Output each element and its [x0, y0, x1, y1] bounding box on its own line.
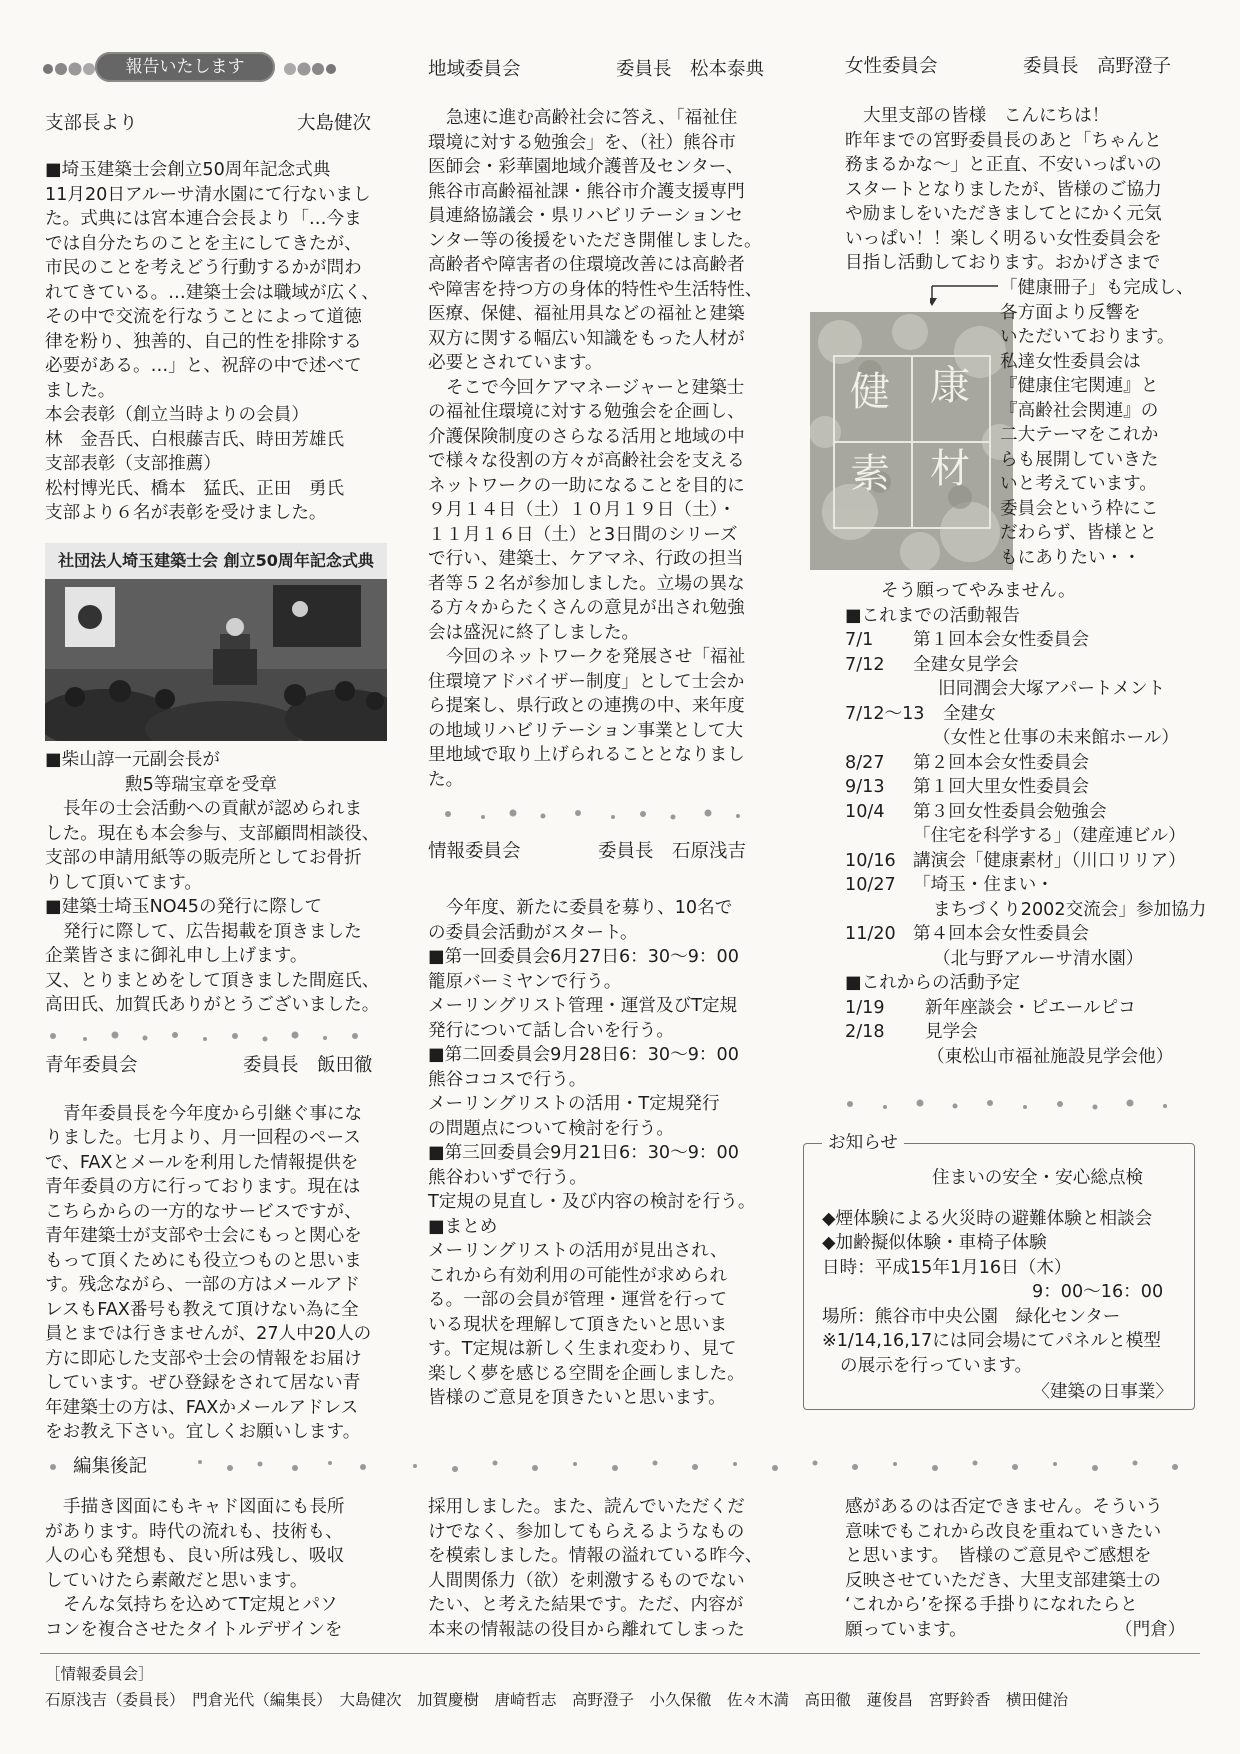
text-line: ■まとめ: [428, 1216, 498, 1237]
notice-content: [822, 1166, 1187, 1405]
text-line: 熊谷ココスで行う。: [428, 1069, 587, 1090]
text-line: 熊谷わいずで行う。: [428, 1167, 587, 1188]
activity-row: [845, 947, 1205, 972]
text-line: 年建築士の方は、FAXかメールアドレス: [45, 1397, 359, 1418]
text-line: ら提案し、県行政との連携の中、来年度: [428, 696, 745, 716]
activity-row: [845, 726, 1205, 751]
section-title: 地域委員会: [428, 59, 521, 80]
dotted-divider: [845, 1094, 1185, 1114]
text-line: ました。: [45, 380, 116, 401]
activity-date: 8/27: [845, 752, 885, 773]
text-line: た。: [428, 769, 464, 790]
chair-name: 委員長 石原浅吉: [598, 841, 747, 862]
badge-left-dots: [40, 50, 100, 86]
info-committee-body: [428, 896, 773, 1411]
text-line: もって頂くためにも役立つものと思いま: [45, 1250, 362, 1271]
text-line: 環境に対する勉強会」を、（社）熊谷市: [428, 132, 736, 153]
author-name: 大島健次: [297, 113, 372, 134]
text-line: けでなく、参加してもらえるようなもの: [428, 1521, 745, 1542]
activity-row: [845, 702, 1205, 727]
activity-text: 第２回本会女性委員会: [913, 752, 1089, 773]
activity-row: [845, 898, 1205, 923]
text-line: 今回のネットワークを発展させ「福祉: [446, 647, 746, 667]
activity-row: [845, 751, 1205, 776]
regional-committee-heading: [428, 58, 773, 84]
activity-plan-heading: ■これからの活動予定: [845, 973, 1020, 993]
photo-banner: 社団法人埼玉建築士会 創立50周年記念式典: [45, 543, 387, 579]
activity-row: [845, 824, 1205, 849]
text-line: ンター等の後援をいただき開催しました。: [428, 230, 762, 251]
postscript-col-3: [845, 1495, 1205, 1642]
text-line: を模索しました。情報の溢れている昨今、: [428, 1546, 763, 1566]
text-line: 者等５２名が参加しました。立場の異な: [428, 573, 745, 594]
text-line: ９月１４日（土）１０月１９日（土）・: [428, 500, 736, 520]
column-2: [428, 58, 773, 1411]
text-line: 昨年までの宮野委員長のあと「ちゃんと: [845, 130, 1162, 151]
activity-date: 7/1: [845, 630, 874, 650]
text-line: だわらず、皆様とと: [1000, 523, 1157, 543]
text-line: メーリングリスト管理・運営及びT定規: [428, 996, 738, 1016]
text-line: そこで今回ケアマネージャーと建築士: [446, 377, 745, 398]
text-line: T定規の見直し・及び内容の検討を行う。: [428, 1192, 756, 1212]
footer-label: ［情報委員会］: [45, 1665, 154, 1683]
text-line: した。現在も本会参与、支部顧問相談役、: [45, 823, 380, 844]
text-line: 今年度、新たに委員を募り、10名で: [446, 898, 733, 918]
text-line: 二大テーマをこれか: [1000, 425, 1159, 445]
activity-date: 10/16: [845, 850, 896, 871]
text-line: りして頂いてます。: [45, 872, 202, 893]
text-line: 支部の申請用紙等の販売所としてお骨折: [45, 848, 362, 868]
text-line: そう願ってやみません。: [881, 581, 1076, 601]
text-line: 必要がある。…」と、祝辞の中で述べて: [45, 356, 362, 376]
text-line: 会は盛況に終了しました。: [428, 622, 640, 643]
text-line: ‘これから’を探る手掛りになれたらと: [845, 1595, 1138, 1615]
text-line: 願っています。: [845, 1619, 967, 1640]
text-line: と思います。 皆様のご意見やご感想を: [845, 1546, 1152, 1566]
text-line: メーリングリストの活用が見出され、: [428, 1241, 728, 1261]
booklet-char: 素: [850, 451, 890, 497]
women-committee-heading: [845, 55, 1205, 81]
text-line: ネットワークの一助になることを目的に: [428, 475, 745, 496]
text-line: ■建築士埼玉NO45の発行に際して: [45, 897, 323, 917]
activity-text: （北与野アルーサ清水園）: [933, 948, 1144, 969]
text-line: そんな気持ちを込めてT定規とパソ: [63, 1595, 338, 1615]
text-line: る。一部の会員が管理・運営を行って: [428, 1290, 728, 1310]
text-line: スタートとなりましたが、皆様のご協力: [845, 179, 1162, 200]
activity-text: 第３回女性委員会勉強会: [913, 801, 1107, 822]
text-line: らも展開していきた: [1000, 449, 1159, 470]
text-line: 目指し活動しております。おかげさまで: [845, 253, 1161, 273]
plan-row: [845, 1020, 1205, 1045]
text-line: ■第二回委員会9月28日6：30～9：00: [428, 1045, 739, 1065]
dotted-divider: [45, 1026, 395, 1046]
text-line: 高田氏、加賀氏ありがとうございました。: [45, 995, 380, 1015]
section-title: 情報委員会: [428, 841, 521, 862]
text-line: [845, 1618, 1205, 1643]
report-badge: 報告いたします: [95, 52, 275, 82]
booklet-char: 康: [930, 363, 970, 409]
text-line: 双方に関する幅広い知識をもった人材が: [428, 328, 745, 349]
activity-text: 第１回大里女性委員会: [913, 777, 1089, 797]
section-title: 青年委員会: [45, 1054, 138, 1076]
text-line: 市民のことを考えどう行動するかが問わ: [45, 258, 362, 278]
postscript-col-2: [428, 1495, 773, 1642]
text-line: 務まるかな～」と正直、不安いっぱいの: [845, 155, 1162, 175]
text-line: 本来の情報誌の役目から離れてしまった: [428, 1619, 745, 1640]
activity-plan-list: [845, 996, 1205, 1070]
text-line: 律を粉り、独善的、自己的性を排除する: [45, 331, 362, 352]
badge-right-dots: [280, 50, 350, 86]
activity-date: 7/12: [845, 654, 885, 675]
text-line: こちらからの一方的なサービスですが、: [45, 1201, 362, 1222]
text-line: の展示を行っています。: [840, 1355, 1033, 1376]
text-line: 採用しました。また、読んでいただくだ: [428, 1497, 745, 1517]
text-line: 発行に際して、広告掲載を頂きました: [63, 921, 362, 942]
text-line: 意味でもこれから改良を重ねていきたい: [845, 1521, 1162, 1542]
notice-subtitle: 住まいの安全・安心総点検: [932, 1168, 1144, 1188]
activity-row: [845, 775, 1205, 800]
text-line: 又、とりまとめをして頂きました間庭氏、: [45, 970, 380, 991]
activity-date: 10/4: [845, 801, 885, 822]
text-line: ■埼玉建築士会創立50周年記念式典: [45, 160, 331, 180]
text-line: の委員会活動がスタート。: [428, 922, 638, 943]
text-line: や障害を持つ方の身体的特性や生活特性、: [428, 279, 763, 300]
women-committee-wrap-text: [1000, 276, 1205, 570]
activity-row: [845, 653, 1205, 678]
activity-text: 「住宅を科学する」（建産連ビル）: [913, 826, 1186, 846]
text-line: の福祉住環境に対する勉強会を企画し、: [428, 402, 745, 422]
health-booklet-cover: [810, 312, 1013, 570]
footer-members: 石原浅吉（委員長） 門倉光代（編集長） 大島健次 加賀慶樹 唐崎哲志 高野澄子 小久保徹 佐々木満 高田徹 蓮俊昌 宮野鈴香 横田健治: [45, 1691, 1069, 1709]
text-line: 支部表彰（支部推薦）: [45, 454, 221, 474]
text-line: レスもFAX番号も教えて頂けない為に全: [45, 1299, 359, 1320]
medal-notice: [45, 748, 395, 1018]
text-line: 9：00～16：00: [1032, 1282, 1164, 1302]
postscript-dots: [45, 1454, 1205, 1480]
activity-text: 「埼玉・住まい・: [913, 875, 1054, 895]
text-line: 里地域で取り上げられることとなりまし: [428, 745, 745, 765]
text-line: た。式典には宮本連合会長より「…今ま: [45, 209, 362, 229]
arrow-icon: [930, 278, 1000, 308]
activity-text: 全建女見学会: [913, 654, 1019, 675]
text-line: 方に即応した支部や士会の情報をお届け: [45, 1348, 362, 1369]
text-line: ◆煙体験による火災時の避難体験と相談会: [822, 1208, 1153, 1229]
activity-date: 7/12～13: [845, 703, 925, 724]
activity-text: （女性と仕事の未来館ホール）: [933, 728, 1179, 748]
plan-row: [845, 996, 1205, 1021]
text-line: 委員会という枠にこ: [1000, 498, 1159, 519]
text-line: 私達女性委員会は: [1000, 351, 1141, 372]
activity-row: [845, 873, 1205, 898]
text-line: 〈建築の日事業〉: [1032, 1382, 1173, 1402]
text-line: 青年委員の方に行っております。現在は: [45, 1177, 361, 1197]
activity-row: [845, 922, 1205, 947]
text-line: ※1/14,16,17には同会場にてパネルと模型: [822, 1331, 1161, 1351]
ceremony-photo-scene: [45, 579, 387, 741]
text-line: す。T定規は新しく生まれ変わり、見て: [428, 1339, 737, 1359]
text-line: ■第一回委員会6月27日6：30～9：00: [428, 947, 739, 967]
text-line: 『高齢社会関連』の: [1000, 400, 1159, 421]
plan-text: （東松山市福祉施設見学会他）: [927, 1046, 1174, 1067]
text-line: 皆様のご意見を頂きたいと思います。: [428, 1388, 726, 1408]
text-line: の地域リハビリテーション事業として大: [428, 720, 744, 741]
text-line: メーリングリストの活用・T定規発行: [428, 1094, 720, 1114]
text-line: 必要とされています。: [428, 353, 603, 373]
text-line: 企業皆さまに御礼申し上げます。: [45, 946, 308, 966]
activity-row: [845, 800, 1205, 825]
activity-row: [845, 628, 1205, 653]
activity-text: 旧同潤会大塚アパートメント: [938, 679, 1166, 699]
text-line: の問題点について検討を行う。: [428, 1118, 674, 1139]
text-line: で、FAXとメールを利用した情報提供を: [45, 1152, 359, 1173]
text-line: ■柴山諄一元副会長が: [45, 750, 220, 770]
text-line: す。残念ながら、一部の方はメールアド: [45, 1275, 360, 1295]
notice-title: お知らせ: [822, 1131, 904, 1156]
activity-text: 第１回本会女性委員会: [913, 630, 1089, 650]
text-line: 11月20日アルーサ清水園にて行ないまし: [45, 184, 371, 205]
text-line: 住環境アドバイザー制度」として士会か: [428, 671, 745, 692]
text-line: 員連絡協議会・県リハビリテーションセ: [428, 206, 744, 226]
text-line: る方々からたくさんの意見が出され勉強: [428, 598, 745, 618]
text-line: 籠原バーミヤンで行う。: [428, 971, 622, 992]
section-title: 支部長より: [45, 113, 138, 134]
activity-text: 第４回本会女性委員会: [913, 924, 1089, 944]
activity-date: 9/13: [845, 777, 885, 797]
text-line: 医師会・彩華園地域介護普及センター、: [428, 157, 744, 177]
activity-text: まちづくり2002交流会」参加協力: [933, 899, 1207, 920]
footer-rule: [40, 1653, 1200, 1654]
text-line: 手描き図面にもキャド図面にも長所: [63, 1497, 345, 1517]
text-line: ■第三回委員会9月21日6：30～9：00: [428, 1143, 739, 1163]
text-line: 医療、保健、福祉用具などの福祉と建築: [428, 304, 745, 324]
activity-date: 11/20: [845, 924, 896, 944]
booklet-char: 材: [930, 446, 970, 492]
text-line: や励ましをいただきましてとにかく元気: [845, 204, 1162, 224]
plan-date: 1/19: [845, 997, 885, 1018]
text-line: 林 金吾氏、白根藤吉氏、時田芳雄氏: [45, 429, 345, 450]
activity-report-list: [845, 628, 1205, 971]
text-line: １１月１６日（土）と3日間のシリーズ: [428, 524, 738, 545]
text-line: をお教え下さい。宜しくお願いします。: [45, 1422, 361, 1442]
text-line: 松村博光氏、橋本 猛氏、正田 勇氏: [45, 478, 345, 499]
activity-report-heading: ■これまでの活動報告: [845, 605, 1020, 626]
postscript-col-1: [45, 1495, 395, 1642]
activity-text: 全建女: [943, 703, 996, 724]
women-committee-intro: [845, 104, 1205, 276]
text-line: 熊谷市高齢福祉課・熊谷市介護支援専門: [428, 181, 745, 202]
youth-committee-body: [45, 1102, 395, 1445]
women-committee-activities: [845, 579, 1205, 1069]
text-line: いと考えています。: [1000, 474, 1157, 494]
regional-committee-body: [428, 106, 773, 792]
section-title: 女性委員会: [845, 56, 938, 77]
text-line: 支部より６名が表彰を受けました。: [45, 503, 327, 523]
chair-name: 委員長 松本泰典: [616, 59, 765, 80]
plan-date: 2/18: [845, 1022, 885, 1042]
text-line: 各方面より反響を: [1000, 302, 1141, 323]
text-line: があります。時代の流れも、技術も、: [45, 1521, 343, 1542]
plan-row: [845, 1045, 1205, 1070]
ceremony-photo: [45, 543, 387, 741]
booklet-texture: [810, 312, 1013, 570]
column-3: [845, 55, 1205, 81]
text-line: たい、と考えた結果です。ただ、内容が: [428, 1595, 744, 1615]
text-line: していけたら素敵だと思います。: [45, 1570, 308, 1591]
text-line: 大里支部の皆様 こんにちは！: [863, 106, 1110, 126]
text-line: しています。ぜひ登録をされて居ない青: [45, 1373, 361, 1393]
text-line: 「健康冊子」も完成し、: [1000, 278, 1194, 298]
text-line: で様々な役割の方々が高齢社会を支える: [428, 451, 745, 471]
text-line: 人間関係力（欲）を刺激するものでない: [428, 1570, 745, 1591]
report-badge-group: [40, 50, 340, 86]
editor-signature: （門倉）: [1115, 1619, 1186, 1640]
text-line: 員とまでは行きませんが、27人中20人の: [45, 1324, 372, 1344]
text-line: 長年の士会活動への貢献が認められま: [63, 799, 363, 819]
text-line: では自分たちのことを主にしてきたが、: [45, 233, 362, 254]
postscript-header: [45, 1454, 1205, 1480]
text-line: 感があるのは否定できません。そういう: [845, 1497, 1163, 1517]
text-line: 『健康住宅関連』と: [1000, 376, 1159, 396]
text-line: 楽しく夢を感じる空間を企画しました。: [428, 1363, 745, 1384]
text-line: 反映させていただき、大里支部建築士の: [845, 1570, 1161, 1591]
text-line: 日時：平成15年1月16日（木）: [822, 1257, 1072, 1278]
text-line: もにありたい・・: [1000, 547, 1141, 568]
text-line: で行い、建築士、ケアマネ、行政の担当: [428, 549, 744, 569]
chair-name: 委員長 飯田徹: [243, 1054, 373, 1076]
column-1: [45, 112, 395, 526]
text-line: 青年委員長を今年度から引継ぐ事にな: [63, 1103, 363, 1124]
dotted-divider: [428, 804, 773, 824]
text-line: 場所：熊谷市中央公園 緑化センター: [822, 1306, 1121, 1327]
branch-chief-body: [45, 158, 395, 526]
text-line: 本会表彰（創立当時よりの会員）: [45, 405, 309, 425]
activity-text: 講演会「健康素材」（川口リリア）: [913, 850, 1186, 871]
footer: [45, 1663, 1205, 1711]
info-committee-heading: [428, 840, 773, 866]
notice-box: [803, 1133, 1195, 1410]
text-line: 青年建築士が支部や士会にもっと関心を: [45, 1226, 362, 1246]
text-line: れてきている。…建築士会は職域が広く、: [45, 282, 379, 303]
activity-date: 10/27: [845, 875, 896, 895]
text-line: その中で交流を行なうことによって道徳: [45, 307, 362, 327]
plan-text: 見学会: [925, 1022, 978, 1042]
branch-chief-heading: [45, 112, 395, 138]
text-line: 人の心も発想も、良い所は残し、吸収: [45, 1546, 345, 1566]
text-line: これから有効利用の可能性が求められ: [428, 1265, 728, 1286]
text-line: 発行について話し合いを行う。: [428, 1020, 674, 1041]
text-line: 勲5等瑞宝章を受章: [125, 774, 277, 795]
plan-text: 新年座談会・ピエールピコ: [925, 997, 1136, 1018]
text-line: りました。七月より、月一回程のペース: [45, 1128, 361, 1148]
chair-name: 委員長 高野澄子: [1023, 56, 1172, 77]
youth-committee-heading: [45, 1054, 395, 1080]
postscript-title: 編集後記: [69, 1454, 151, 1480]
text-line: ◆加齢擬似体験・車椅子体験: [822, 1233, 1047, 1253]
text-line: いっぱい！！楽しく明るい女性委員会を: [845, 228, 1162, 249]
text-line: コンを複合させたタイトルデザインを: [45, 1619, 343, 1640]
booklet-char: 健: [850, 369, 890, 415]
text-line: 急速に進む高齢社会に答え、「福祉住: [446, 108, 738, 128]
text-line: 介護保険制度のさらなる活用と地域の中: [428, 426, 745, 447]
text-line: 高齢者や障害者の住環境改善には高齢者: [428, 255, 745, 275]
text-line: いただいております。: [1000, 327, 1175, 347]
text-line: いる現状を理解して頂きたいと思いま: [428, 1314, 728, 1335]
activity-row: [845, 677, 1205, 702]
column-1-lower: [45, 748, 395, 1445]
activity-row: [845, 849, 1205, 874]
